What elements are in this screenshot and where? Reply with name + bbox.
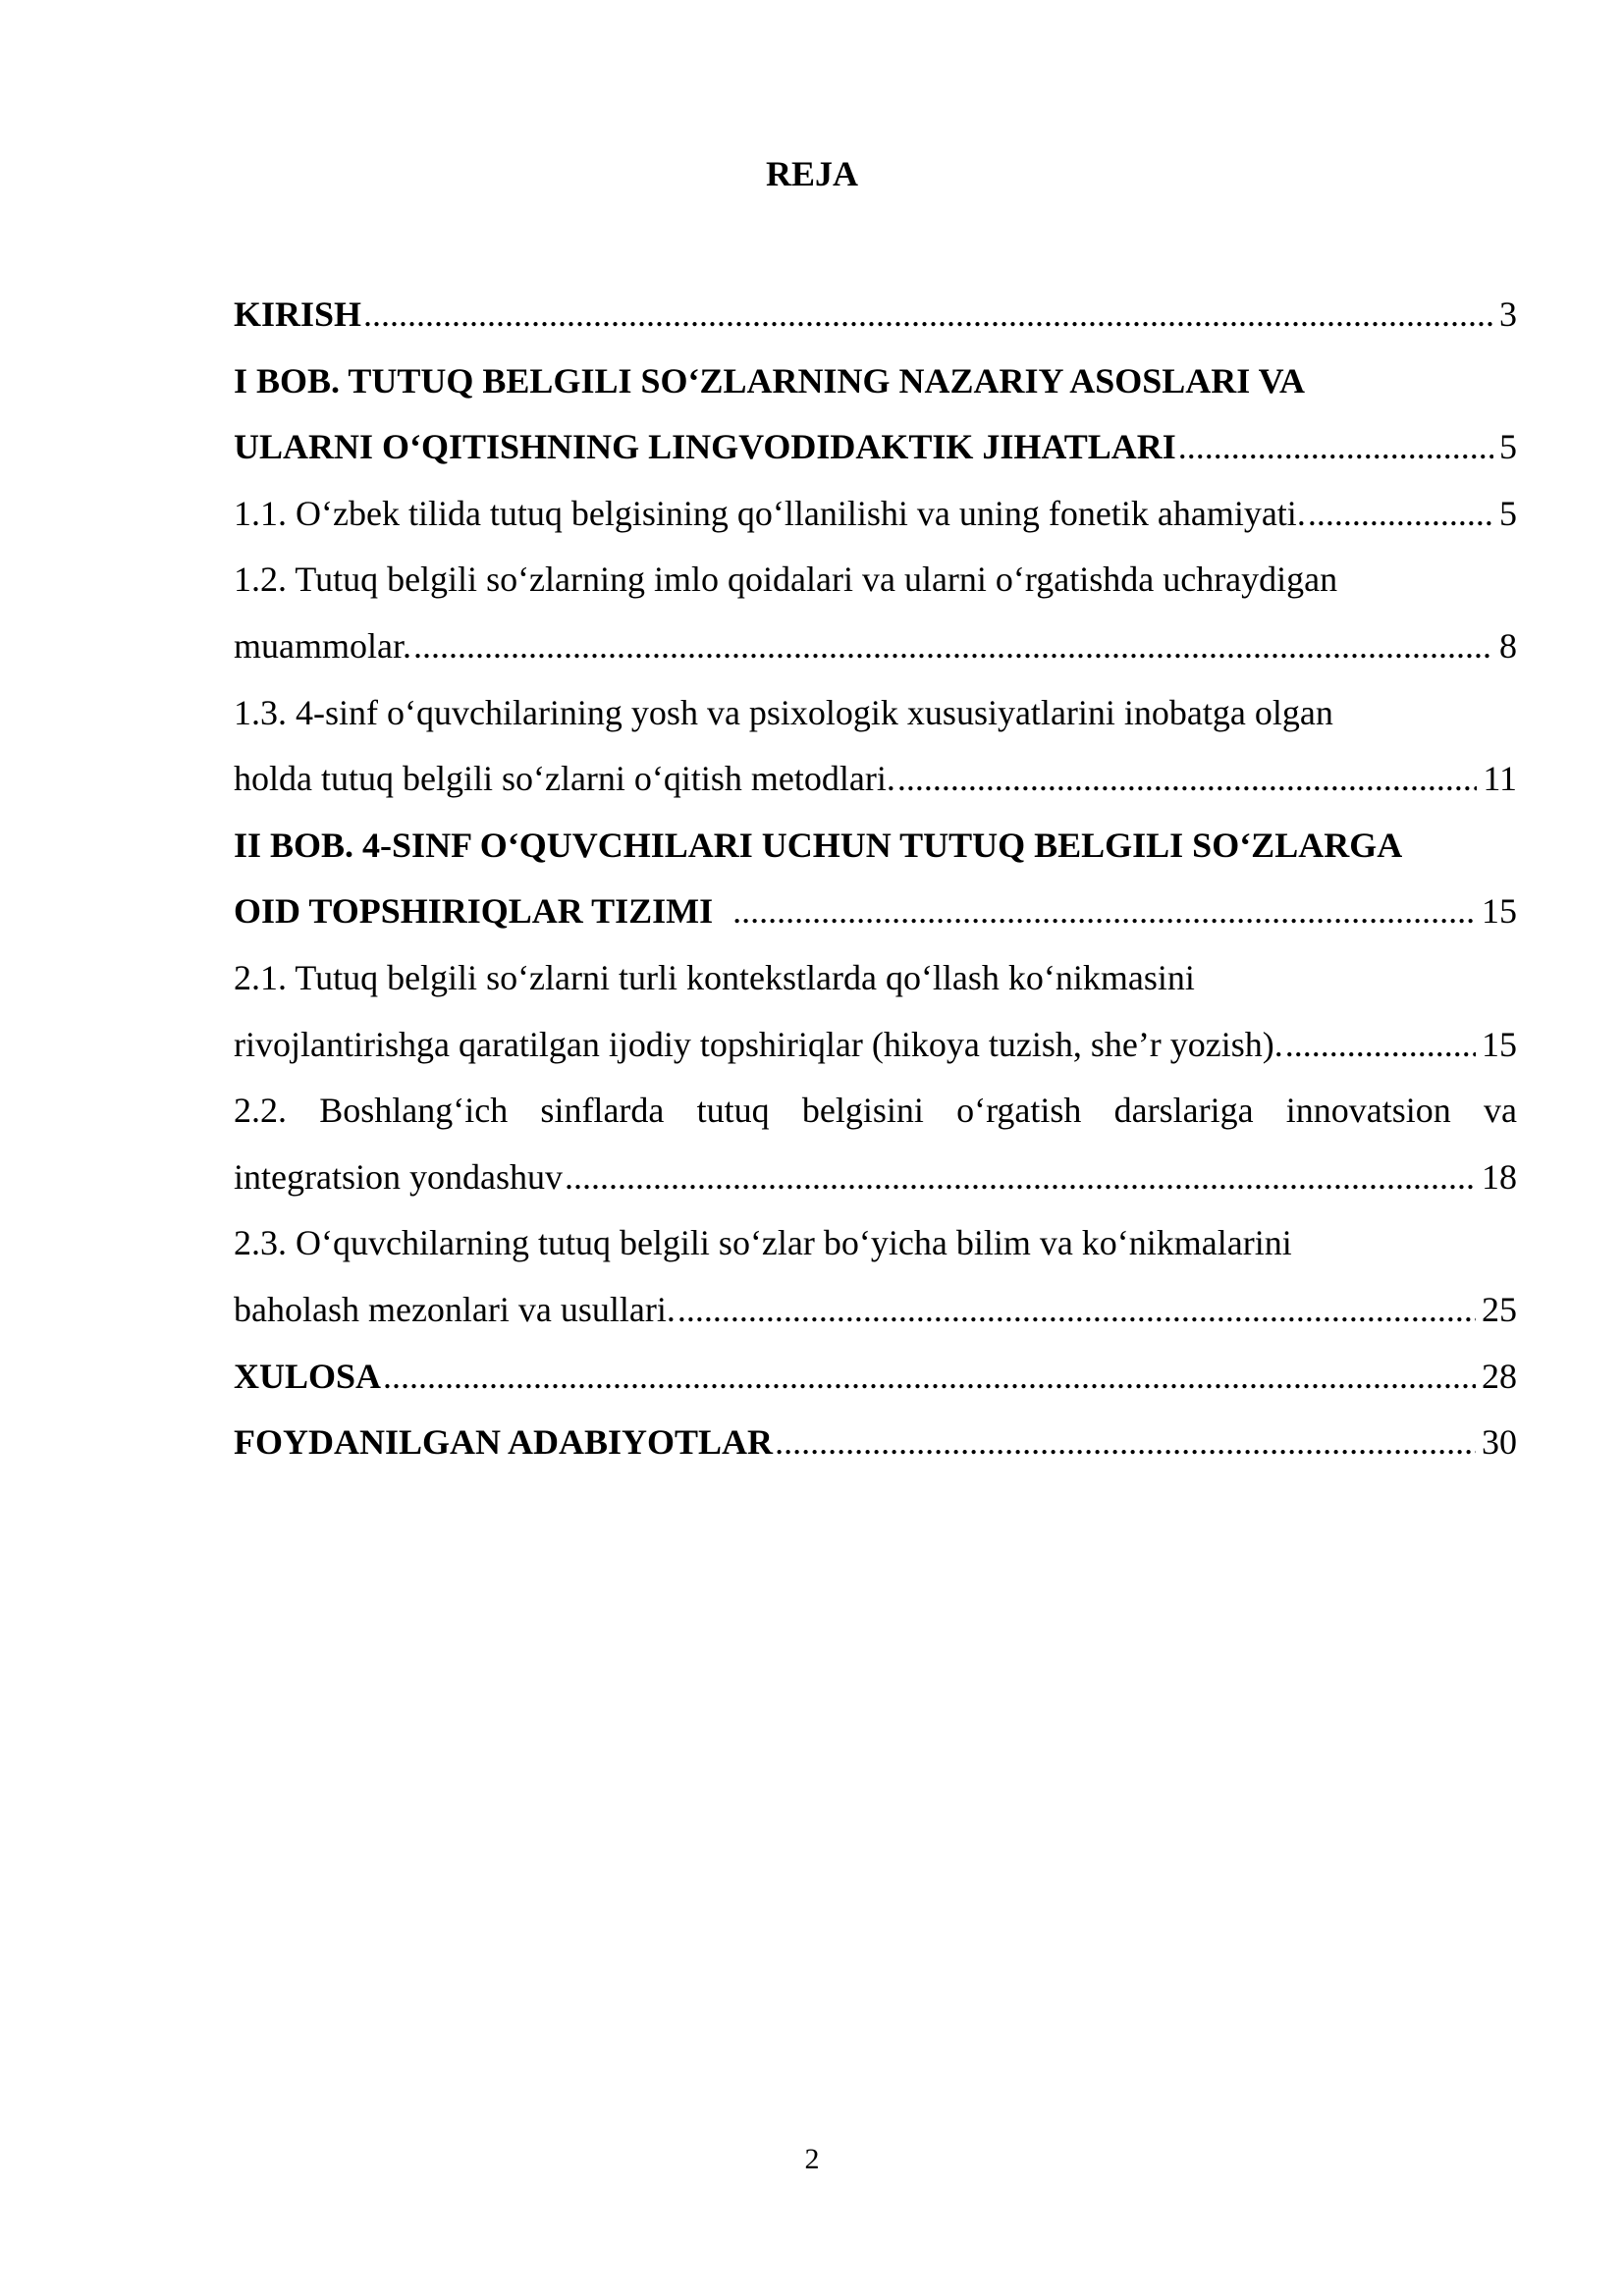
toc-entry-label: ULARNI O‘QITISHNING LINGVODIDAKTIK JIHATLARI — [234, 427, 1176, 467]
dot-leader — [677, 1286, 1476, 1333]
toc-entry-1-1 — [234, 490, 1517, 557]
toc-entry-2-3 — [234, 1219, 1517, 1286]
dot-leader — [1285, 1021, 1476, 1068]
toc-entry-chapter-1 — [234, 357, 1517, 424]
dot-leader — [732, 887, 1476, 934]
toc-entry-1-2 — [234, 556, 1517, 622]
dot-leader — [1308, 490, 1493, 537]
toc-entry-page: 8 — [1499, 625, 1517, 666]
toc-entry-label: muammolar. — [234, 625, 411, 666]
toc-entry-page: 15 — [1482, 891, 1517, 932]
dot-leader — [1178, 423, 1493, 470]
table-of-contents — [234, 291, 1517, 1485]
toc-entry-1-3-cont — [234, 755, 1517, 822]
page-number: 2 — [804, 2143, 820, 2175]
toc-entry-label: XULOSA — [234, 1356, 382, 1396]
toc-entry-label: holda tutuq belgili so‘zlarni o‘qitish metodlari. — [234, 759, 895, 799]
toc-entry-1-2-cont — [234, 622, 1517, 689]
toc-entry-page: 5 — [1499, 427, 1517, 467]
toc-entry-label: baholash mezonlari va usullari. — [234, 1289, 676, 1329]
toc-entry-label: rivojlantirishga qaratilgan ijodiy topshiriqlar (hikoya tuzish, she’r yozish). — [234, 1024, 1283, 1064]
toc-entry-page: 15 — [1482, 1024, 1517, 1064]
dot-leader — [897, 755, 1477, 802]
toc-entry-page: 28 — [1482, 1356, 1517, 1396]
toc-entry-label: integratsion yondashuv — [234, 1156, 563, 1197]
toc-entry-label: OID TOPSHIRIQLAR TIZIMI — [234, 891, 731, 932]
toc-entry-label: KIRISH — [234, 294, 362, 334]
toc-entry-label: I BOB. TUTUQ BELGILI SO‘ZLARNING NAZARIY ASOSLARI VA — [234, 360, 1305, 400]
toc-entry-page: 30 — [1482, 1422, 1517, 1463]
page-title: REJA — [765, 154, 858, 193]
toc-entry-label: 2.2. Boshlang‘ich sinflarda tutuq belgisini o‘rgatish darslariga innovatsion va — [234, 1091, 1517, 1131]
toc-entry-label: 2.3. O‘quvchilarning tutuq belgili so‘zlar bo‘yicha bilim va ko‘nikmalarini — [234, 1223, 1292, 1263]
toc-entry-page: 18 — [1482, 1156, 1517, 1197]
toc-entry-xulosa — [234, 1353, 1517, 1419]
toc-entry-label: FOYDANILGAN ADABIYOTLAR — [234, 1422, 774, 1463]
toc-entry-chapter-1-cont — [234, 423, 1517, 490]
toc-entry-label: 1.2. Tutuq belgili so‘zlarning imlo qoidalari va ularni o‘rgatishda uchraydigan — [234, 560, 1338, 600]
dot-leader — [775, 1418, 1476, 1466]
toc-entry-kirish — [234, 291, 1517, 357]
dot-leader — [383, 1353, 1476, 1400]
toc-entry-label: 1.3. 4-sinf o‘quvchilarining yosh va psixologik xususiyatlarini inobatga olgan — [234, 692, 1333, 732]
toc-entry-2-2-cont — [234, 1153, 1517, 1220]
dot-leader — [413, 622, 1493, 669]
toc-entry-adabiyotlar — [234, 1418, 1517, 1485]
toc-entry-page: 3 — [1499, 294, 1517, 334]
toc-entry-2-1 — [234, 954, 1517, 1021]
toc-entry-chapter-2-cont — [234, 887, 1517, 954]
toc-entry-2-3-cont — [234, 1286, 1517, 1353]
toc-entry-page: 25 — [1482, 1289, 1517, 1329]
toc-entry-page: 5 — [1499, 493, 1517, 533]
toc-entry-label: 2.1. Tutuq belgili so‘zlarni turli kontekstlarda qo‘llash ko‘nikmasini — [234, 957, 1195, 997]
toc-entry-page: 11 — [1483, 759, 1517, 799]
dot-leader — [363, 291, 1493, 338]
dot-leader — [565, 1153, 1476, 1201]
toc-entry-label: II BOB. 4-SINF O‘QUVCHILARI UCHUN TUTUQ BELGILI SO‘ZLARGA — [234, 825, 1403, 865]
toc-entry-2-2 — [234, 1087, 1517, 1153]
toc-entry-1-3 — [234, 689, 1517, 756]
toc-entry-label: 1.1. O‘zbek tilida tutuq belgisining qo‘llanilishi va uning fonetik ahamiyati. — [234, 493, 1306, 533]
toc-entry-2-1-cont — [234, 1021, 1517, 1088]
toc-entry-chapter-2 — [234, 822, 1517, 888]
